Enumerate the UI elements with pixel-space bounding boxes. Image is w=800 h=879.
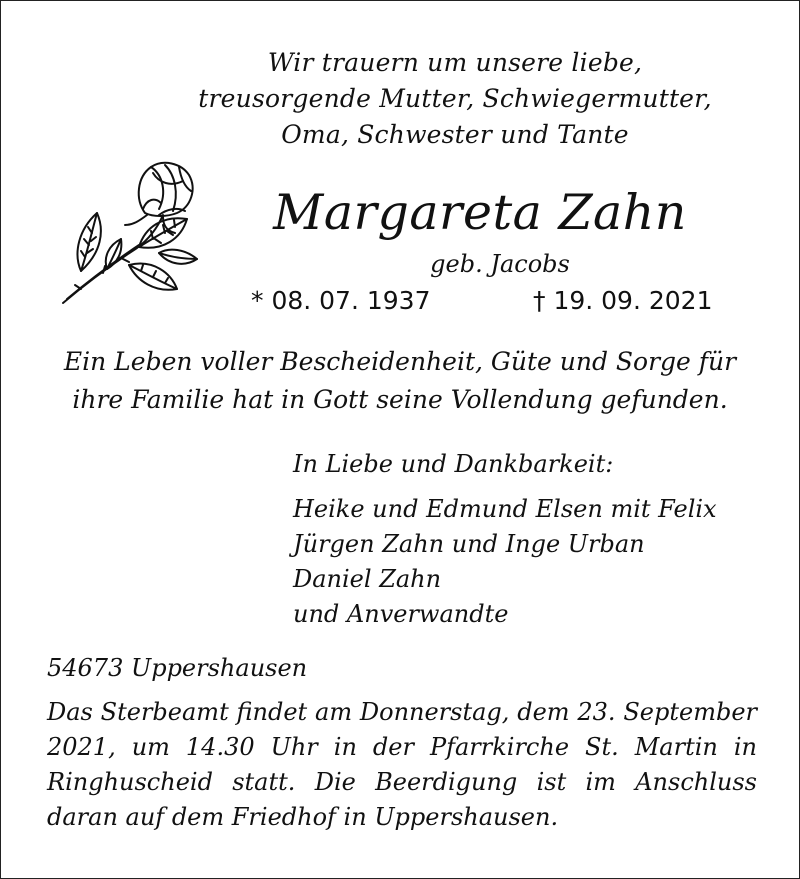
birth-date: * 08. 07. 1937 <box>251 286 431 315</box>
maiden-name: geb. Jacobs <box>430 250 570 278</box>
quote-line: Ein Leben voller Bescheidenheit, Güte und Sorge für <box>63 347 737 376</box>
quote-line: ihre Familie hat in Gott seine Vollendung gefunden. <box>72 385 728 414</box>
mourner-item: Daniel Zahn <box>293 565 442 593</box>
notice-line: daran auf dem Friedhof in Uppershausen. <box>47 803 559 831</box>
intro-line: treusorgende Mutter, Schwiegermutter, <box>198 84 712 113</box>
notice-line: 2021, um 14.30 Uhr in der Pfarrkirche St. Martin in <box>47 733 757 761</box>
memorial-quote <box>1 343 799 419</box>
notice-line: Das Sterbeamt findet am Donnerstag, dem 23. September <box>47 698 757 726</box>
funeral-notice <box>47 695 757 835</box>
closing-phrase: In Liebe und Dankbarkeit: <box>293 450 614 478</box>
mourner-item: und Anverwandte <box>293 600 509 628</box>
intro-text <box>1 45 799 153</box>
rose-icon <box>59 153 204 313</box>
address: 54673 Uppershausen <box>47 654 308 682</box>
death-date: † 19. 09. 2021 <box>533 286 713 315</box>
intro-line: Oma, Schwester und Tante <box>281 120 629 149</box>
intro-line: Wir trauern um unsere liebe, <box>267 48 643 77</box>
mourner-item: Heike und Edmund Elsen mit Felix <box>293 495 717 523</box>
mourner-item: Jürgen Zahn und Inge Urban <box>293 530 645 558</box>
mourners-list <box>293 492 717 632</box>
deceased-name: Margareta Zahn <box>273 184 687 241</box>
notice-line: Ringhuscheid statt. Die Beerdigung ist im Anschluss <box>47 768 757 796</box>
